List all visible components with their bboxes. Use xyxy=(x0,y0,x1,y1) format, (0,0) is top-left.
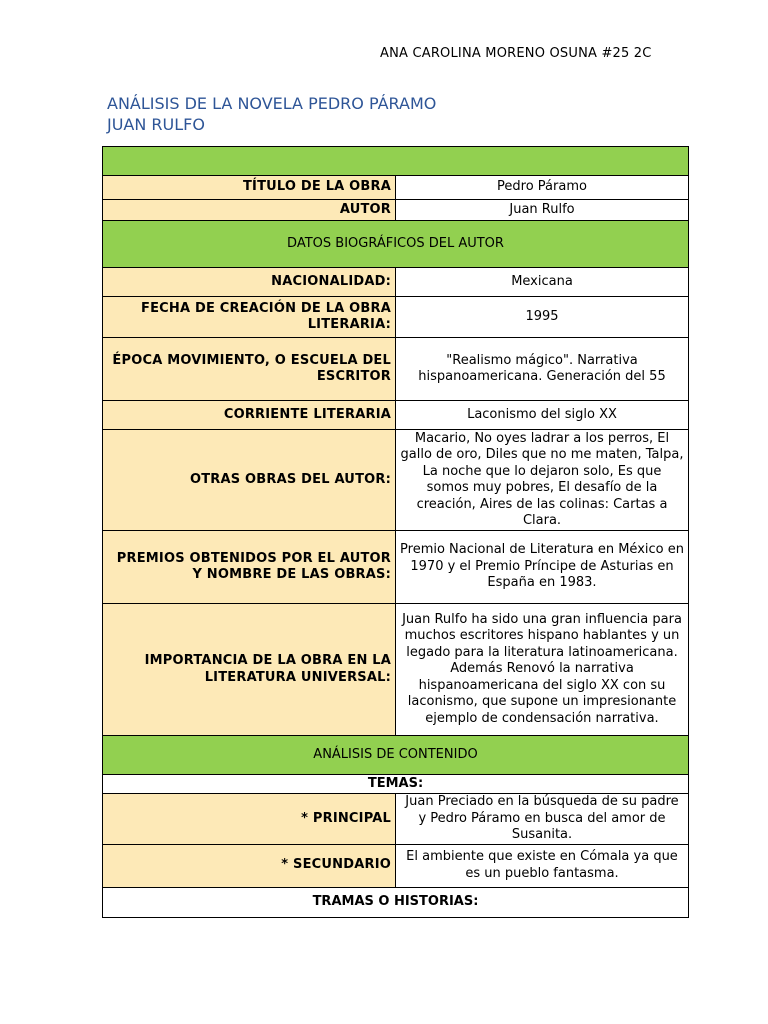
row-fecha xyxy=(103,297,689,338)
row-principal xyxy=(103,794,689,845)
nacionalidad-value: Mexicana xyxy=(396,268,689,297)
row-titulo xyxy=(103,176,689,200)
row-otras-obras xyxy=(103,430,689,531)
author-line: ANA CAROLINA MORENO OSUNA #25 2C xyxy=(380,46,652,61)
section-analisis-row xyxy=(103,736,689,775)
temas-heading: TEMAS: xyxy=(103,775,689,794)
otras-obras-label: OTRAS OBRAS DEL AUTOR: xyxy=(103,430,396,531)
principal-value: Juan Preciado en la búsqueda de su padre y Pedro Páramo en busca del amor de Susanita. xyxy=(396,794,689,845)
autor-value: Juan Rulfo xyxy=(396,200,689,221)
secundario-label: * SECUNDARIO xyxy=(103,844,396,887)
row-secundario xyxy=(103,844,689,887)
analysis-table xyxy=(102,146,689,918)
row-temas xyxy=(103,775,689,794)
section-bio-row xyxy=(103,221,689,268)
epoca-value: "Realismo mágico". Narrativa hispanoamericana. Generación del 55 xyxy=(396,338,689,401)
secundario-value: El ambiente que existe en Cómala ya que es un pueblo fantasma. xyxy=(396,844,689,887)
corriente-label: CORRIENTE LITERARIA xyxy=(103,401,396,430)
row-autor xyxy=(103,200,689,221)
table-header-bar xyxy=(103,147,689,176)
autor-label: AUTOR xyxy=(103,200,396,221)
epoca-label: ÉPOCA MOVIMIENTO, O ESCUELA DEL ESCRITOR xyxy=(103,338,396,401)
row-nacionalidad xyxy=(103,268,689,297)
nacionalidad-label: NACIONALIDAD: xyxy=(103,268,396,297)
titulo-value: Pedro Páramo xyxy=(396,176,689,200)
corriente-value: Laconismo del siglo XX xyxy=(396,401,689,430)
row-corriente xyxy=(103,401,689,430)
row-importancia xyxy=(103,604,689,736)
premios-label: PREMIOS OBTENIDOS POR EL AUTOR Y NOMBRE DE LAS OBRAS: xyxy=(103,531,396,604)
premios-value: Premio Nacional de Literatura en México en 1970 y el Premio Príncipe de Asturias en España en 1983. xyxy=(396,531,689,604)
row-epoca xyxy=(103,338,689,401)
titulo-label: TÍTULO DE LA OBRA xyxy=(103,176,396,200)
importancia-label: IMPORTANCIA DE LA OBRA EN LA LITERATURA UNIVERSAL: xyxy=(103,604,396,736)
green-header-cell xyxy=(103,147,689,176)
section-bio-heading: DATOS BIOGRÁFICOS DEL AUTOR xyxy=(103,221,689,268)
fecha-label: FECHA DE CREACIÓN DE LA OBRA LITERARIA: xyxy=(103,297,396,338)
tramas-heading: TRAMAS O HISTORIAS: xyxy=(103,887,689,917)
importancia-value: Juan Rulfo ha sido una gran influencia para muchos escritores hispano hablantes y un legado para la literatura latinoamericana. Además Renovó la narrativa hispanoamericana del siglo XX con su laconismo, que supone un impresionante ejemplo de condensación narrativa. xyxy=(396,604,689,736)
otras-obras-value: Macario, No oyes ladrar a los perros, El gallo de oro, Diles que no me maten, Talpa, La noche que lo dejaron solo, Es que somos muy pobres, El desafío de la creación, Aires de las colinas: Cartas a Clara. xyxy=(396,430,689,531)
title-line-1: ANÁLISIS DE LA NOVELA PEDRO PÁRAMO xyxy=(107,94,437,113)
document-title xyxy=(107,93,436,135)
section-analisis-heading: ANÁLISIS DE CONTENIDO xyxy=(103,736,689,775)
row-tramas xyxy=(103,887,689,917)
row-premios xyxy=(103,531,689,604)
title-line-2: JUAN RULFO xyxy=(107,115,205,134)
fecha-value: 1995 xyxy=(396,297,689,338)
principal-label: * PRINCIPAL xyxy=(103,794,396,845)
